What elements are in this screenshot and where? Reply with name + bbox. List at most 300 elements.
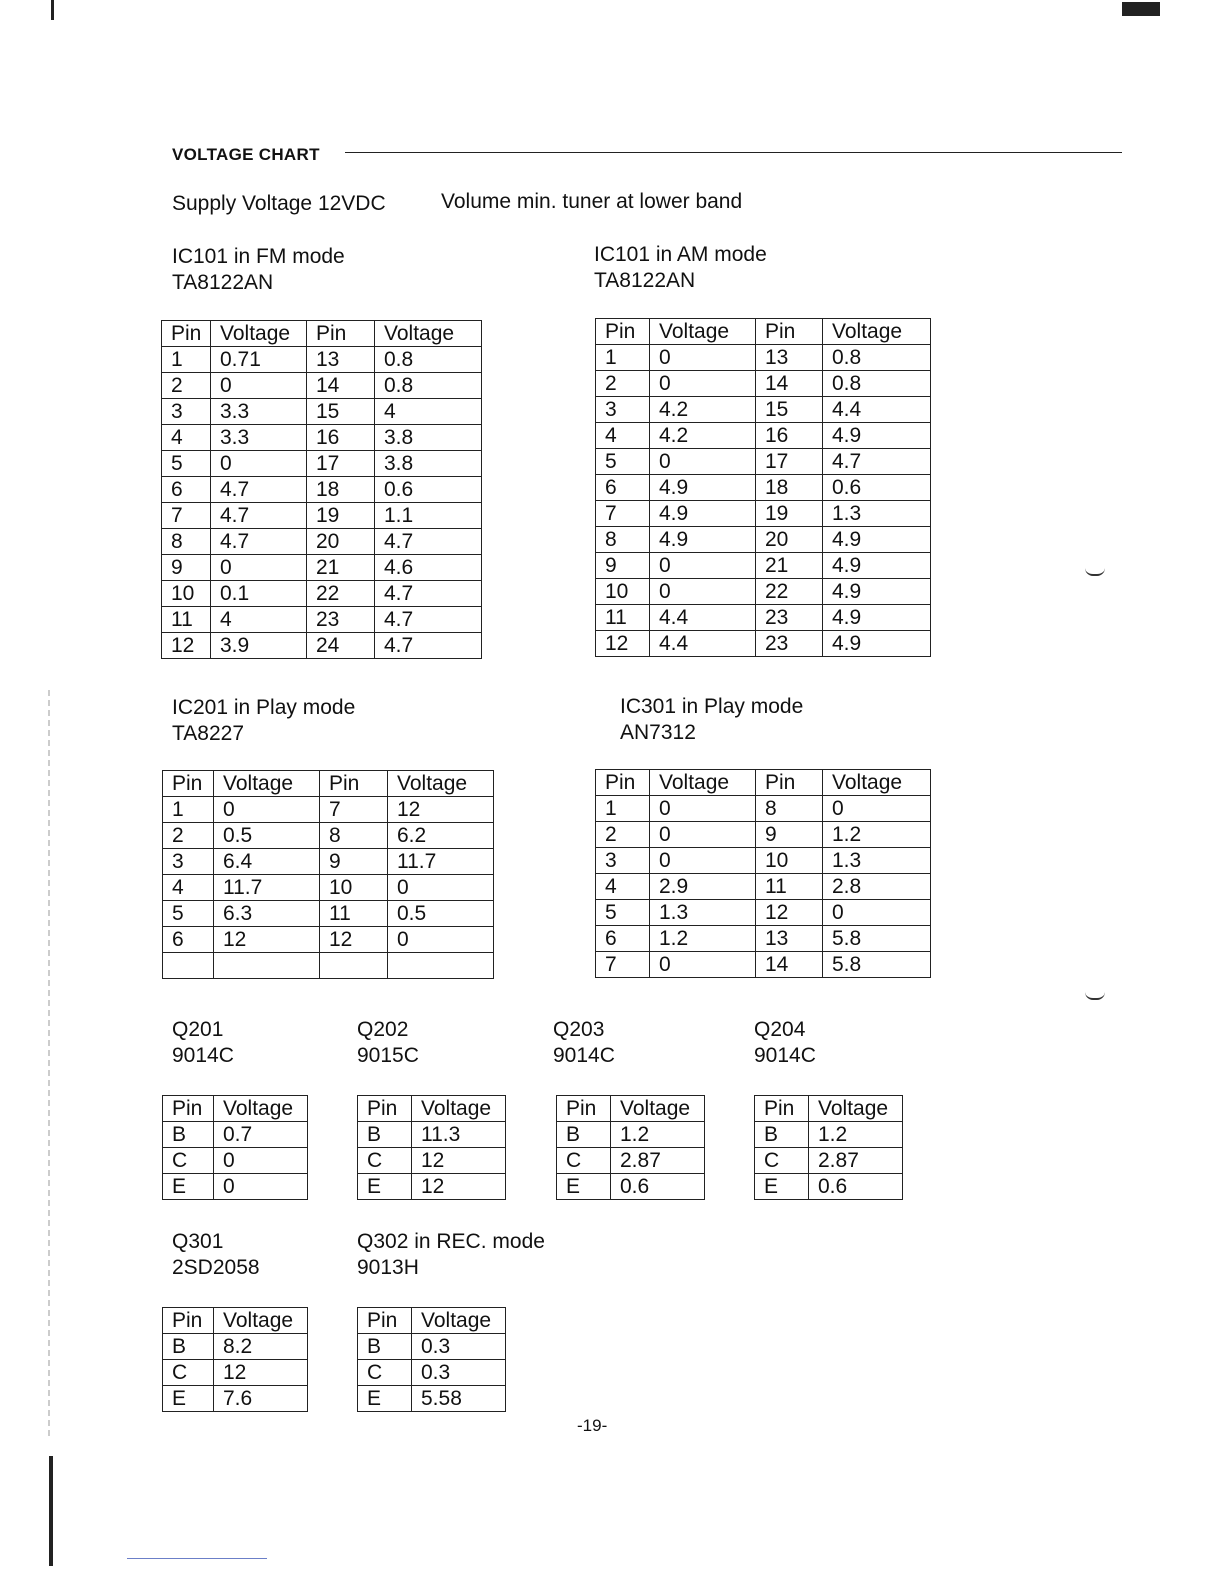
pin-cell: 3 [163, 849, 214, 875]
table-row [596, 822, 931, 848]
pin-cell: 3 [596, 848, 650, 874]
scan-mark [51, 0, 54, 20]
q203-table [556, 1095, 705, 1200]
voltage-cell: 5.8 [823, 952, 931, 978]
pin-cell: 11 [756, 874, 823, 900]
pin-cell: 6 [596, 475, 650, 501]
table-row [596, 848, 931, 874]
voltage-cell: 4.9 [823, 553, 931, 579]
table-row [596, 449, 931, 475]
label-line: IC101 in AM mode [594, 243, 767, 266]
table-row [162, 555, 482, 581]
header-voltage: Voltage [412, 1096, 506, 1122]
table-row [162, 529, 482, 555]
pin-cell: 7 [596, 952, 650, 978]
scan-mark [1122, 2, 1160, 16]
pin-cell: 4 [596, 874, 650, 900]
voltage-cell: 6.2 [388, 823, 494, 849]
pin-cell: 19 [307, 503, 375, 529]
pin-cell: 23 [307, 607, 375, 633]
voltage-cell: 3.9 [211, 633, 307, 659]
pin-cell: 5 [162, 451, 211, 477]
table-row [162, 347, 482, 373]
voltage-cell: 0.8 [375, 373, 482, 399]
pin-cell: C [358, 1148, 412, 1174]
header-pin: Pin [756, 770, 823, 796]
table-row [596, 501, 931, 527]
pin-cell: 2 [596, 822, 650, 848]
voltage-cell: 1.2 [809, 1122, 903, 1148]
voltage-cell: 4.7 [375, 607, 482, 633]
table-row [755, 1148, 903, 1174]
table-row [162, 399, 482, 425]
table-row [596, 605, 931, 631]
table-row [596, 553, 931, 579]
table-row [358, 1334, 506, 1360]
voltage-cell: 0.8 [375, 347, 482, 373]
pin-cell: 6 [596, 926, 650, 952]
table-row [163, 823, 494, 849]
voltage-cell: 0 [211, 373, 307, 399]
header-voltage: Voltage [412, 1308, 506, 1334]
pin-cell: 24 [307, 633, 375, 659]
pin-cell: E [163, 1174, 214, 1200]
voltage-cell: 4.9 [823, 527, 931, 553]
voltage-cell: 0 [650, 345, 756, 371]
pin-cell: 13 [756, 926, 823, 952]
voltage-cell: 0.3 [412, 1334, 506, 1360]
table-row [755, 1122, 903, 1148]
pin-cell: 4 [596, 423, 650, 449]
pin-cell: 13 [756, 345, 823, 371]
measurement-condition: Volume min. tuner at lower band [441, 190, 743, 213]
voltage-cell: 2.9 [650, 874, 756, 900]
pin-cell: 2 [163, 823, 214, 849]
q301-table [162, 1307, 308, 1412]
voltage-cell: 0.6 [611, 1174, 705, 1200]
voltage-cell: 2.8 [823, 874, 931, 900]
table-header-row [358, 1308, 506, 1334]
header-voltage: Voltage [650, 770, 756, 796]
voltage-cell: 0 [650, 952, 756, 978]
ic301-label [620, 694, 803, 746]
table-row [163, 1148, 308, 1174]
pin-cell: 15 [307, 399, 375, 425]
voltage-cell: 0 [823, 900, 931, 926]
pin-cell: 8 [162, 529, 211, 555]
pin-cell: C [358, 1360, 412, 1386]
pin-cell: 10 [320, 875, 388, 901]
pin-cell [163, 953, 214, 979]
voltage-cell: 0 [650, 553, 756, 579]
title-rule [345, 152, 1122, 153]
table-row [557, 1148, 705, 1174]
pin-cell: 10 [596, 579, 650, 605]
scan-edge [48, 690, 50, 1440]
pin-cell: E [163, 1386, 214, 1412]
pin-cell: 1 [596, 345, 650, 371]
pin-cell: 6 [163, 927, 214, 953]
voltage-cell: 0 [650, 848, 756, 874]
q301-label [172, 1229, 260, 1281]
scan-mark [1085, 568, 1105, 576]
voltage-cell: 4.7 [211, 477, 307, 503]
table-header-row [163, 771, 494, 797]
q203-label [553, 1017, 615, 1069]
voltage-cell: 4.7 [823, 449, 931, 475]
table-row [358, 1386, 506, 1412]
scan-mark [49, 1456, 53, 1566]
header-voltage: Voltage [214, 771, 320, 797]
pin-cell: 12 [320, 927, 388, 953]
pin-cell: 20 [307, 529, 375, 555]
pin-cell: 11 [162, 607, 211, 633]
voltage-cell: 1.2 [611, 1122, 705, 1148]
table-row [596, 900, 931, 926]
header-voltage: Voltage [823, 319, 931, 345]
table-row [163, 901, 494, 927]
voltage-cell: 4.6 [375, 555, 482, 581]
voltage-cell: 4 [375, 399, 482, 425]
header-pin: Pin [163, 1096, 214, 1122]
voltage-cell: 1.3 [823, 501, 931, 527]
voltage-cell: 1.1 [375, 503, 482, 529]
voltage-cell: 6.4 [214, 849, 320, 875]
label-line: 9014C [553, 1044, 615, 1067]
q204-table [754, 1095, 903, 1200]
pin-cell: 21 [756, 553, 823, 579]
table-row [596, 926, 931, 952]
voltage-cell: 2.87 [611, 1148, 705, 1174]
voltage-cell: 0 [650, 579, 756, 605]
pin-cell: 13 [307, 347, 375, 373]
table-row [162, 503, 482, 529]
label-line: 9015C [357, 1044, 419, 1067]
voltage-cell: 4.7 [375, 529, 482, 555]
voltage-cell: 0.6 [375, 477, 482, 503]
label-line: IC301 in Play mode [620, 695, 804, 718]
voltage-cell: 0 [823, 796, 931, 822]
q302-table [357, 1307, 506, 1412]
pin-cell: E [358, 1386, 412, 1412]
pin-cell: 1 [163, 797, 214, 823]
header-voltage: Voltage [650, 319, 756, 345]
voltage-cell: 4.9 [823, 579, 931, 605]
pin-cell: 8 [756, 796, 823, 822]
table-row [596, 371, 931, 397]
pin-cell: 23 [756, 605, 823, 631]
pin-cell: 9 [162, 555, 211, 581]
voltage-cell: 1.3 [823, 848, 931, 874]
voltage-cell: 4.7 [211, 529, 307, 555]
pin-cell: B [163, 1334, 214, 1360]
voltage-cell: 0.7 [214, 1122, 308, 1148]
pin-cell: B [755, 1122, 809, 1148]
table-header-row [596, 319, 931, 345]
pin-cell: 5 [163, 901, 214, 927]
ic201-table [162, 770, 494, 979]
header-voltage: Voltage [809, 1096, 903, 1122]
header-pin: Pin [756, 319, 823, 345]
table-row [162, 633, 482, 659]
table-header-row [755, 1096, 903, 1122]
table-row [596, 631, 931, 657]
label-line: AN7312 [620, 721, 696, 744]
q201-label [172, 1017, 234, 1069]
voltage-cell: 4.2 [650, 423, 756, 449]
pin-cell: 7 [320, 797, 388, 823]
pin-cell: C [163, 1148, 214, 1174]
voltage-cell: 4.9 [823, 605, 931, 631]
table-row [163, 797, 494, 823]
pin-cell: C [755, 1148, 809, 1174]
voltage-cell: 3.8 [375, 425, 482, 451]
header-voltage: Voltage [211, 321, 307, 347]
pin-cell: 18 [307, 477, 375, 503]
table-row [163, 1122, 308, 1148]
voltage-cell: 3.3 [211, 399, 307, 425]
voltage-cell: 5.8 [823, 926, 931, 952]
label-line: 2SD2058 [172, 1256, 260, 1279]
voltage-cell: 0.71 [211, 347, 307, 373]
voltage-cell: 6.3 [214, 901, 320, 927]
table-row [596, 579, 931, 605]
pin-cell: 5 [596, 900, 650, 926]
table-row [557, 1122, 705, 1148]
ic101-am-table [595, 318, 931, 657]
ic101-am-label [594, 242, 767, 294]
voltage-cell: 0 [214, 1174, 308, 1200]
table-row [557, 1174, 705, 1200]
voltage-cell: 12 [412, 1148, 506, 1174]
pin-cell: 2 [596, 371, 650, 397]
voltage-cell: 0.6 [809, 1174, 903, 1200]
header-voltage: Voltage [214, 1308, 308, 1334]
voltage-cell: 0.3 [412, 1360, 506, 1386]
pin-cell: 18 [756, 475, 823, 501]
table-header-row [596, 770, 931, 796]
pin-cell: 7 [596, 501, 650, 527]
voltage-cell: 1.2 [650, 926, 756, 952]
table-row [596, 952, 931, 978]
voltage-cell: 1.2 [823, 822, 931, 848]
pin-cell: 15 [756, 397, 823, 423]
header-pin: Pin [358, 1096, 412, 1122]
voltage-cell: 11.7 [214, 875, 320, 901]
header-pin: Pin [307, 321, 375, 347]
pin-cell: B [358, 1334, 412, 1360]
pin-cell: 9 [756, 822, 823, 848]
table-row [596, 397, 931, 423]
pin-cell: E [755, 1174, 809, 1200]
voltage-cell: 4.4 [650, 631, 756, 657]
q202-label [357, 1017, 419, 1069]
q201-table [162, 1095, 308, 1200]
pin-cell: 14 [756, 952, 823, 978]
table-row [596, 796, 931, 822]
voltage-cell: 0.8 [823, 345, 931, 371]
pin-cell: 4 [163, 875, 214, 901]
q302-label [357, 1229, 545, 1281]
pin-cell: 1 [162, 347, 211, 373]
voltage-cell: 4.9 [823, 631, 931, 657]
pin-cell: 12 [756, 900, 823, 926]
page-number: -19- [577, 1416, 608, 1435]
ic301-table [595, 769, 931, 978]
voltage-cell: 11.3 [412, 1122, 506, 1148]
ic201-label [172, 695, 355, 747]
pin-cell: 3 [162, 399, 211, 425]
pin-cell [320, 953, 388, 979]
section-title: VOLTAGE CHART [172, 145, 320, 164]
table-row [163, 927, 494, 953]
voltage-cell: 5.58 [412, 1386, 506, 1412]
voltage-cell: 4 [211, 607, 307, 633]
pin-cell: 7 [162, 503, 211, 529]
voltage-cell: 0 [650, 796, 756, 822]
pin-cell: 5 [596, 449, 650, 475]
ic101-fm-table [161, 320, 482, 659]
voltage-cell: 0 [211, 451, 307, 477]
header-voltage: Voltage [388, 771, 494, 797]
voltage-cell: 12 [412, 1174, 506, 1200]
voltage-cell: 4.9 [650, 475, 756, 501]
header-pin: Pin [320, 771, 388, 797]
voltage-cell: 1.3 [650, 900, 756, 926]
label-line: TA8227 [172, 722, 244, 745]
table-row [162, 477, 482, 503]
table-row [596, 874, 931, 900]
table-header-row [557, 1096, 705, 1122]
table-header-row [163, 1308, 308, 1334]
voltage-cell: 4.4 [823, 397, 931, 423]
table-row [163, 875, 494, 901]
label-line: TA8122AN [172, 271, 274, 294]
voltage-cell: 4.9 [650, 501, 756, 527]
header-pin: Pin [358, 1308, 412, 1334]
pin-cell: 11 [596, 605, 650, 631]
label-line: 9014C [172, 1044, 234, 1067]
table-row [162, 425, 482, 451]
label-line: TA8122AN [594, 269, 696, 292]
voltage-cell: 11.7 [388, 849, 494, 875]
table-row [162, 451, 482, 477]
pin-cell: 6 [162, 477, 211, 503]
pin-cell: 23 [756, 631, 823, 657]
header-pin: Pin [596, 319, 650, 345]
table-header-row [163, 1096, 308, 1122]
table-header-row [162, 321, 482, 347]
table-row [596, 527, 931, 553]
header-pin: Pin [557, 1096, 611, 1122]
table-row [163, 1386, 308, 1412]
voltage-cell: 0 [650, 822, 756, 848]
table-row [163, 849, 494, 875]
voltage-cell: 0 [388, 875, 494, 901]
voltage-cell: 3.8 [375, 451, 482, 477]
voltage-cell: 0 [214, 1148, 308, 1174]
scan-line [127, 1558, 267, 1559]
voltage-cell: 4.7 [375, 633, 482, 659]
pin-cell: 20 [756, 527, 823, 553]
voltage-cell: 4.9 [650, 527, 756, 553]
header-voltage: Voltage [214, 1096, 308, 1122]
voltage-cell: 0.8 [823, 371, 931, 397]
voltage-cell: 4.4 [650, 605, 756, 631]
pin-cell: B [163, 1122, 214, 1148]
voltage-cell: 4.7 [211, 503, 307, 529]
pin-cell: 22 [307, 581, 375, 607]
pin-cell: 12 [596, 631, 650, 657]
voltage-cell: 12 [214, 1360, 308, 1386]
label-line: IC101 in FM mode [172, 245, 345, 268]
voltage-cell [388, 953, 494, 979]
pin-cell: 21 [307, 555, 375, 581]
supply-voltage: Supply Voltage 12VDC [172, 192, 386, 215]
voltage-cell: 0 [650, 449, 756, 475]
pin-cell: C [163, 1360, 214, 1386]
q204-label [754, 1017, 816, 1069]
pin-cell: C [557, 1148, 611, 1174]
pin-cell: 10 [756, 848, 823, 874]
voltage-cell: 0 [211, 555, 307, 581]
table-row [596, 345, 931, 371]
pin-cell: 11 [320, 901, 388, 927]
table-row [163, 1334, 308, 1360]
voltage-cell: 0.6 [823, 475, 931, 501]
table-row [162, 607, 482, 633]
ic101-fm-label [172, 244, 345, 296]
header-pin: Pin [163, 1308, 214, 1334]
table-row [162, 373, 482, 399]
label-line: Q302 in REC. mode [357, 1230, 545, 1253]
q202-table [357, 1095, 506, 1200]
label-line: Q204 [754, 1018, 806, 1041]
pin-cell: E [557, 1174, 611, 1200]
voltage-cell: 4.7 [375, 581, 482, 607]
table-row [755, 1174, 903, 1200]
pin-cell: 16 [756, 423, 823, 449]
label-line: 9013H [357, 1256, 419, 1279]
voltage-cell: 4.2 [650, 397, 756, 423]
label-line: IC201 in Play mode [172, 696, 356, 719]
table-row [162, 581, 482, 607]
header-voltage: Voltage [375, 321, 482, 347]
voltage-cell: 7.6 [214, 1386, 308, 1412]
pin-cell: 17 [307, 451, 375, 477]
pin-cell: 8 [596, 527, 650, 553]
label-line: Q301 [172, 1230, 224, 1253]
header-pin: Pin [162, 321, 211, 347]
pin-cell: 12 [162, 633, 211, 659]
pin-cell: 1 [596, 796, 650, 822]
pin-cell: 17 [756, 449, 823, 475]
pin-cell: 14 [756, 371, 823, 397]
header-pin: Pin [596, 770, 650, 796]
pin-cell: B [557, 1122, 611, 1148]
voltage-cell: 8.2 [214, 1334, 308, 1360]
header-pin: Pin [163, 771, 214, 797]
voltage-cell: 2.87 [809, 1148, 903, 1174]
pin-cell: 8 [320, 823, 388, 849]
table-row [163, 1360, 308, 1386]
pin-cell: 22 [756, 579, 823, 605]
pin-cell: 2 [162, 373, 211, 399]
voltage-cell: 0.1 [211, 581, 307, 607]
pin-cell: 19 [756, 501, 823, 527]
header-voltage: Voltage [823, 770, 931, 796]
pin-cell: 4 [162, 425, 211, 451]
